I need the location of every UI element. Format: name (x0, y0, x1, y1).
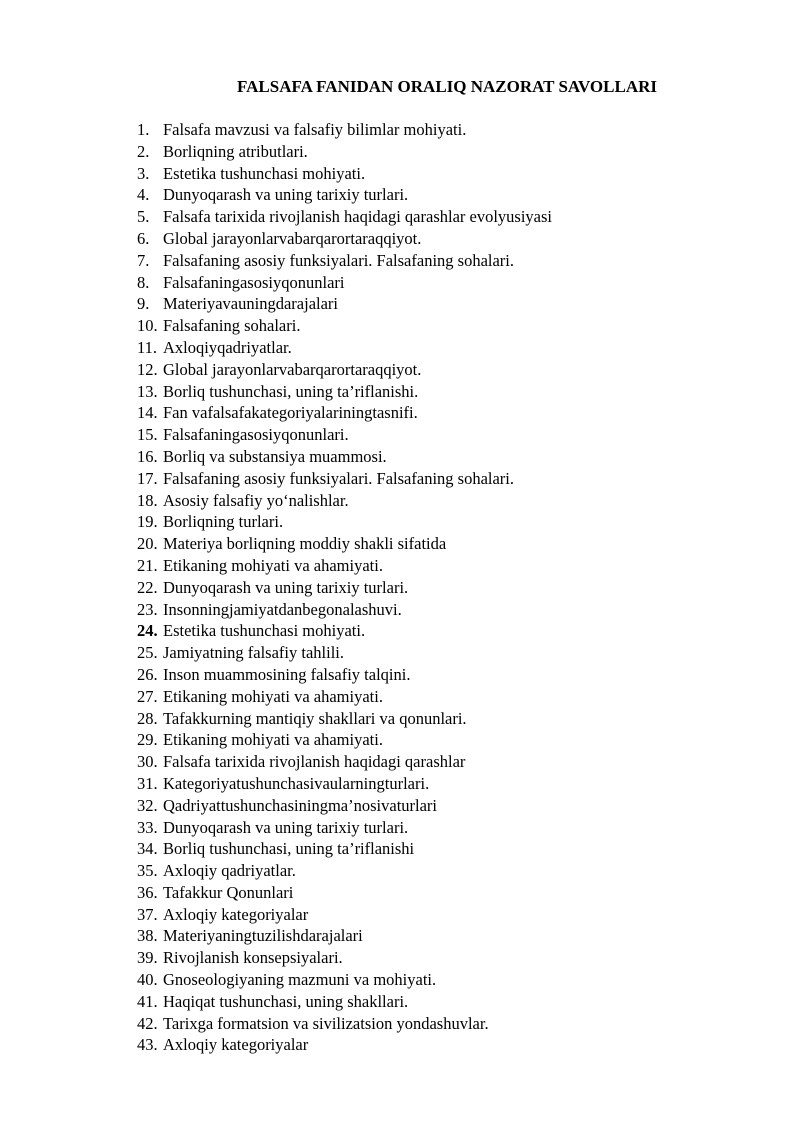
question-list (137, 119, 552, 1056)
list-item (137, 184, 552, 206)
question-number: 43. (137, 1035, 158, 1055)
question-text: Tafakkur Qonunlari (163, 882, 294, 902)
question-number: 35. (137, 861, 158, 881)
question-number: 19. (137, 512, 158, 532)
question-number: 40. (137, 970, 158, 990)
question-number: 27. (137, 686, 158, 706)
list-item (137, 664, 552, 686)
question-text: Falsafaning sohalari. (163, 316, 301, 336)
question-number: 18. (137, 490, 158, 510)
list-item (137, 468, 552, 490)
question-text: Axloqiy kategoriyalar (163, 904, 309, 924)
question-number: 14. (137, 403, 158, 423)
list-item (137, 315, 552, 337)
question-number: 17. (137, 468, 158, 488)
list-item (137, 1013, 552, 1035)
list-item (137, 446, 552, 468)
list-item (137, 795, 552, 817)
list-item (137, 119, 552, 141)
question-text: Haqiqat tushunchasi, uning shakllari. (163, 991, 409, 1011)
question-text: Falsafa tarixida rivojlanish haqidagi qarashlar evolyusiyasi (163, 207, 553, 227)
question-number: 33. (137, 817, 158, 837)
list-item (137, 947, 552, 969)
list-item (137, 1034, 552, 1056)
question-number: 12. (137, 359, 158, 379)
question-text: Falsafaning asosiy funksiyalari. Falsafaning sohalari. (163, 468, 515, 488)
list-item (137, 141, 552, 163)
question-text: Etikaning mohiyati va ahamiyati. (163, 730, 383, 750)
list-item (137, 359, 552, 381)
question-number: 32. (137, 795, 158, 815)
question-text: Materiyavauningdarajalari (163, 294, 338, 314)
question-number: 15. (137, 425, 158, 445)
list-item (137, 206, 552, 228)
list-item (137, 250, 552, 272)
list-item (137, 729, 552, 751)
list-item (137, 555, 552, 577)
question-number: 34. (137, 839, 158, 859)
page-title: FALSAFA FANIDAN ORALIQ NAZORAT SAVOLLARI (237, 77, 657, 96)
question-text: Kategoriyatushunchasivaularningturlari. (163, 773, 430, 793)
list-item (137, 577, 552, 599)
question-number: 31. (137, 773, 158, 793)
question-number: 3. (137, 163, 150, 183)
question-text: Global jarayonlarvabarqarortaraqqiyot. (163, 359, 422, 379)
list-item (137, 381, 552, 403)
question-number: 37. (137, 904, 158, 924)
list-item (137, 599, 552, 621)
question-number: 5. (137, 207, 150, 227)
question-text: Fan vafalsafakategoriyalariningtasnifi. (163, 403, 418, 423)
question-text: Estetika tushunchasi mohiyati. (163, 621, 366, 641)
list-item (137, 925, 552, 947)
question-number: 1. (137, 120, 150, 139)
question-text: Materiyaningtuzilishdarajalari (163, 926, 363, 946)
question-number: 4. (137, 185, 150, 205)
question-number: 42. (137, 1013, 158, 1033)
list-item (137, 751, 552, 773)
list-item (137, 511, 552, 533)
question-text: Borliqning atributlari. (163, 141, 308, 161)
list-item (137, 490, 552, 512)
question-number: 24. (137, 621, 158, 641)
question-text: Axloqiyqadriyatlar. (163, 337, 292, 357)
list-item (137, 882, 552, 904)
question-text: Falsafa tarixida rivojlanish haqidagi qarashlar (163, 752, 466, 772)
question-number: 29. (137, 730, 158, 750)
list-item (137, 991, 552, 1013)
question-number: 41. (137, 991, 158, 1011)
question-number: 30. (137, 752, 158, 772)
list-item (137, 163, 552, 185)
question-text: Axloqiy qadriyatlar. (163, 861, 296, 881)
list-item (137, 969, 552, 991)
question-number: 20. (137, 534, 158, 554)
question-number: 38. (137, 926, 158, 946)
list-item (137, 773, 552, 795)
question-text: Tafakkurning mantiqiy shakllari va qonunlari. (163, 708, 467, 728)
question-text: Tarixga formatsion va sivilizatsion yondashuvlar. (163, 1013, 489, 1033)
question-text: Qadriyattushunchasiningma’nosivaturlari (163, 795, 438, 815)
question-text: Borliq va substansiya muammosi. (163, 446, 387, 466)
list-item (137, 817, 552, 839)
question-number: 13. (137, 381, 158, 401)
question-text: Borliq tushunchasi, uning ta’riflanishi. (163, 381, 419, 401)
question-text: Dunyoqarash va uning tarixiy turlari. (163, 185, 409, 205)
question-number: 22. (137, 577, 158, 597)
list-item (137, 708, 552, 730)
question-text: Insonningjamiyatdanbegonalashuvi. (163, 599, 402, 619)
question-text: Dunyoqarash va uning tarixiy turlari. (163, 817, 409, 837)
question-text: Falsafaning asosiy funksiyalari. Falsafaning sohalari. (163, 250, 515, 270)
question-number: 10. (137, 316, 158, 336)
question-text: Borliqning turlari. (163, 512, 284, 532)
question-number: 26. (137, 664, 158, 684)
question-number: 11. (137, 337, 158, 357)
list-item (137, 402, 552, 424)
question-text: Dunyoqarash va uning tarixiy turlari. (163, 577, 409, 597)
question-number: 6. (137, 228, 150, 248)
question-text: Rivojlanish konsepsiyalari. (163, 948, 343, 968)
list-item (137, 860, 552, 882)
question-text: Falsafaningasosiyqonunlari. (163, 425, 349, 445)
question-number: 39. (137, 948, 158, 968)
question-number: 21. (137, 555, 158, 575)
question-text: Falsafaningasosiyqonunlari (163, 272, 345, 292)
question-number: 16. (137, 446, 158, 466)
question-text: Jamiyatning falsafiy tahlili. (163, 643, 345, 663)
list-item (137, 293, 552, 315)
list-item (137, 642, 552, 664)
question-number: 7. (137, 250, 150, 270)
question-text: Etikaning mohiyati va ahamiyati. (163, 555, 383, 575)
list-item (137, 904, 552, 926)
list-item (137, 686, 552, 708)
question-text: Materiya borliqning moddiy shakli sifatida (163, 534, 447, 554)
question-text: Axloqiy kategoriyalar (163, 1035, 309, 1055)
question-number: 36. (137, 882, 158, 902)
question-number: 25. (137, 643, 158, 663)
question-text: Falsafa mavzusi va falsafiy bilimlar mohiyati. (163, 120, 467, 139)
question-text: Borliq tushunchasi, uning ta’riflanishi (163, 839, 415, 859)
question-number: 8. (137, 272, 150, 292)
question-number: 9. (137, 294, 150, 314)
list-item (137, 228, 552, 250)
question-number: 28. (137, 708, 158, 728)
list-item (137, 337, 552, 359)
question-text: Gnoseologiyaning mazmuni va mohiyati. (163, 970, 437, 990)
question-number: 2. (137, 141, 150, 161)
list-item (137, 620, 552, 642)
question-text: Asosiy falsafiy yo‘nalishlar. (163, 490, 349, 510)
question-text: Global jarayonlarvabarqarortaraqqiyot. (163, 228, 422, 248)
question-text: Inson muammosining falsafiy talqini. (163, 664, 411, 684)
question-text: Etikaning mohiyati va ahamiyati. (163, 686, 383, 706)
list-item (137, 838, 552, 860)
list-item (137, 272, 552, 294)
question-number: 23. (137, 599, 158, 619)
list-item (137, 424, 552, 446)
list-item (137, 533, 552, 555)
question-text: Estetika tushunchasi mohiyati. (163, 163, 366, 183)
